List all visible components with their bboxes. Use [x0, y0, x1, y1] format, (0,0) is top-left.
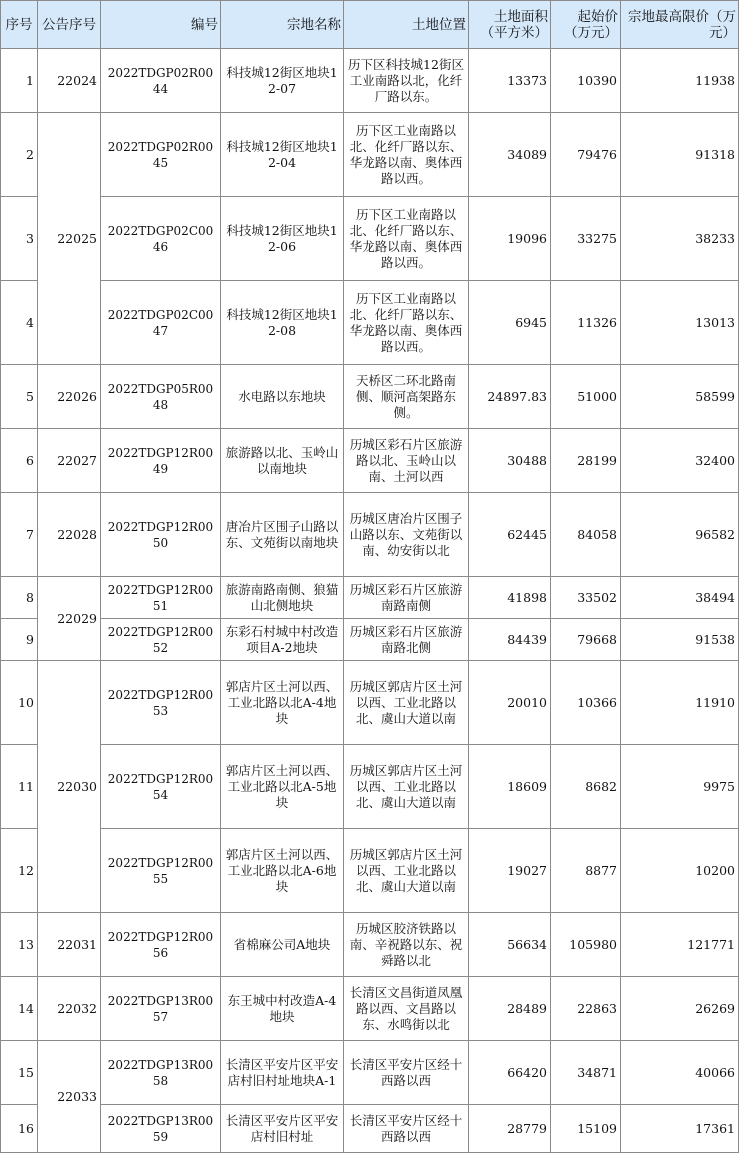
start-price-cell: 8682	[551, 745, 621, 829]
area-cell: 13373	[469, 49, 551, 113]
location-cell: 长清区平安片区经十西路以西	[344, 1041, 469, 1105]
start-price-cell: 34871	[551, 1041, 621, 1105]
max-price-cell: 58599	[621, 365, 739, 429]
notice-cell: 22029	[38, 577, 101, 661]
seq-cell: 2	[1, 113, 38, 197]
code-cell: 2022TDGP12R0051	[101, 577, 221, 619]
start-price-cell: 79668	[551, 619, 621, 661]
notice-cell: 22026	[38, 365, 101, 429]
table-row	[1, 365, 739, 429]
notice-cell: 22030	[38, 661, 101, 913]
max-price-cell: 96582	[621, 493, 739, 577]
name-cell: 东彩石村城中村改造项目A-2地块	[221, 619, 344, 661]
seq-cell: 3	[1, 197, 38, 281]
max-price-cell: 91538	[621, 619, 739, 661]
location-cell: 天桥区二环北路南侧、顺河高架路东侧。	[344, 365, 469, 429]
notice-cell: 22027	[38, 429, 101, 493]
start-price-cell: 22863	[551, 977, 621, 1041]
start-price-cell: 51000	[551, 365, 621, 429]
header-code: 编号	[101, 1, 221, 49]
location-cell: 历下区工业南路以北、化纤厂路以东、华龙路以南、奥体西路以西。	[344, 281, 469, 365]
table-row	[1, 745, 739, 829]
area-cell: 19096	[469, 197, 551, 281]
name-cell: 水电路以东地块	[221, 365, 344, 429]
code-cell: 2022TDGP13R0058	[101, 1041, 221, 1105]
name-cell: 唐冶片区围子山路以东、文苑街以南地块	[221, 493, 344, 577]
max-price-cell: 38233	[621, 197, 739, 281]
area-cell: 18609	[469, 745, 551, 829]
max-price-cell: 13013	[621, 281, 739, 365]
area-cell: 34089	[469, 113, 551, 197]
notice-cell: 22033	[38, 1041, 101, 1153]
max-price-cell: 40066	[621, 1041, 739, 1105]
area-cell: 28779	[469, 1105, 551, 1153]
start-price-cell: 84058	[551, 493, 621, 577]
header-location: 土地位置	[344, 1, 469, 49]
seq-cell: 5	[1, 365, 38, 429]
table-row	[1, 661, 739, 745]
table-row	[1, 197, 739, 281]
code-cell: 2022TDGP12R0050	[101, 493, 221, 577]
area-cell: 56634	[469, 913, 551, 977]
location-cell: 长清区平安片区经十西路以西	[344, 1105, 469, 1153]
seq-cell: 15	[1, 1041, 38, 1105]
name-cell: 科技城12街区地块12-06	[221, 197, 344, 281]
max-price-cell: 121771	[621, 913, 739, 977]
header-row	[1, 1, 739, 49]
table-row	[1, 1105, 739, 1153]
name-cell: 郭店片区土河以西、工业北路以北A-5地块	[221, 745, 344, 829]
code-cell: 2022TDGP12R0052	[101, 619, 221, 661]
location-cell: 历城区彩石片区旅游南路北侧	[344, 619, 469, 661]
code-cell: 2022TDGP12R0053	[101, 661, 221, 745]
start-price-cell: 79476	[551, 113, 621, 197]
seq-cell: 1	[1, 49, 38, 113]
seq-cell: 11	[1, 745, 38, 829]
code-cell: 2022TDGP12R0054	[101, 745, 221, 829]
header-notice: 公告序号	[38, 1, 101, 49]
table-row	[1, 829, 739, 913]
location-cell: 历下区工业南路以北、化纤厂路以东、华龙路以南、奥体西路以西。	[344, 113, 469, 197]
seq-cell: 6	[1, 429, 38, 493]
seq-cell: 13	[1, 913, 38, 977]
seq-cell: 4	[1, 281, 38, 365]
area-cell: 62445	[469, 493, 551, 577]
code-cell: 2022TDGP13R0059	[101, 1105, 221, 1153]
max-price-cell: 10200	[621, 829, 739, 913]
code-cell: 2022TDGP02C0047	[101, 281, 221, 365]
area-cell: 84439	[469, 619, 551, 661]
area-cell: 19027	[469, 829, 551, 913]
max-price-cell: 26269	[621, 977, 739, 1041]
notice-cell: 22028	[38, 493, 101, 577]
table-row	[1, 429, 739, 493]
code-cell: 2022TDGP02R0044	[101, 49, 221, 113]
location-cell: 历下区工业南路以北、化纤厂路以东、华龙路以南、奥体西路以西。	[344, 197, 469, 281]
name-cell: 科技城12街区地块12-04	[221, 113, 344, 197]
max-price-cell: 17361	[621, 1105, 739, 1153]
area-cell: 28489	[469, 977, 551, 1041]
table-row	[1, 577, 739, 619]
name-cell: 科技城12街区地块12-07	[221, 49, 344, 113]
header-seq: 序号	[1, 1, 38, 49]
max-price-cell: 9975	[621, 745, 739, 829]
location-cell: 历城区胶济铁路以南、辛祝路以东、祝舜路以北	[344, 913, 469, 977]
seq-cell: 14	[1, 977, 38, 1041]
location-cell: 历下区科技城12街区工业南路以北，化纤厂路以东。	[344, 49, 469, 113]
start-price-cell: 33275	[551, 197, 621, 281]
location-cell: 历城区彩石片区旅游南路南侧	[344, 577, 469, 619]
code-cell: 2022TDGP13R0057	[101, 977, 221, 1041]
seq-cell: 9	[1, 619, 38, 661]
location-cell: 历城区郭店片区土河以西、工业北路以北、虞山大道以南	[344, 661, 469, 745]
table-row	[1, 493, 739, 577]
name-cell: 旅游南路南侧、狼猫山北侧地块	[221, 577, 344, 619]
name-cell: 省棉麻公司A地块	[221, 913, 344, 977]
area-cell: 66420	[469, 1041, 551, 1105]
header-start-price: 起始价（万元）	[551, 1, 621, 49]
notice-cell: 22031	[38, 913, 101, 977]
location-cell: 历城区唐冶片区围子山路以东、文苑街以南、幼安街以北	[344, 493, 469, 577]
code-cell: 2022TDGP05R0048	[101, 365, 221, 429]
start-price-cell: 8877	[551, 829, 621, 913]
max-price-cell: 11938	[621, 49, 739, 113]
code-cell: 2022TDGP02C0046	[101, 197, 221, 281]
seq-cell: 16	[1, 1105, 38, 1153]
area-cell: 6945	[469, 281, 551, 365]
table-row	[1, 49, 739, 113]
seq-cell: 8	[1, 577, 38, 619]
header-area: 土地面积（平方米）	[469, 1, 551, 49]
name-cell: 长清区平安片区平安店村旧村址	[221, 1105, 344, 1153]
seq-cell: 10	[1, 661, 38, 745]
code-cell: 2022TDGP12R0055	[101, 829, 221, 913]
notice-cell: 22032	[38, 977, 101, 1041]
name-cell: 郭店片区土河以西、工业北路以北A-6地块	[221, 829, 344, 913]
table-row	[1, 619, 739, 661]
area-cell: 30488	[469, 429, 551, 493]
seq-cell: 12	[1, 829, 38, 913]
area-cell: 41898	[469, 577, 551, 619]
table-row	[1, 113, 739, 197]
area-cell: 20010	[469, 661, 551, 745]
table-row	[1, 1041, 739, 1105]
start-price-cell: 105980	[551, 913, 621, 977]
start-price-cell: 10390	[551, 49, 621, 113]
name-cell: 郭店片区土河以西、工业北路以北A-4地块	[221, 661, 344, 745]
location-cell: 历城区郭店片区土河以西、工业北路以北、虞山大道以南	[344, 745, 469, 829]
code-cell: 2022TDGP12R0056	[101, 913, 221, 977]
start-price-cell: 33502	[551, 577, 621, 619]
name-cell: 科技城12街区地块12-08	[221, 281, 344, 365]
name-cell: 长清区平安片区平安店村旧村址地块A-1	[221, 1041, 344, 1105]
table-row	[1, 913, 739, 977]
max-price-cell: 38494	[621, 577, 739, 619]
start-price-cell: 10366	[551, 661, 621, 745]
max-price-cell: 91318	[621, 113, 739, 197]
notice-cell: 22024	[38, 49, 101, 113]
location-cell: 历城区彩石片区旅游路以北、玉岭山以南、土河以西	[344, 429, 469, 493]
area-cell: 24897.83	[469, 365, 551, 429]
location-cell: 长清区文昌街道凤凰路以西、文昌路以东、水鸣街以北	[344, 977, 469, 1041]
start-price-cell: 11326	[551, 281, 621, 365]
location-cell: 历城区郭店片区土河以西、工业北路以北、虞山大道以南	[344, 829, 469, 913]
header-max-price: 宗地最高限价（万元）	[621, 1, 739, 49]
table-row	[1, 977, 739, 1041]
code-cell: 2022TDGP12R0049	[101, 429, 221, 493]
table-row	[1, 281, 739, 365]
name-cell: 旅游路以北、玉岭山以南地块	[221, 429, 344, 493]
start-price-cell: 15109	[551, 1105, 621, 1153]
code-cell: 2022TDGP02R0045	[101, 113, 221, 197]
max-price-cell: 32400	[621, 429, 739, 493]
notice-cell: 22025	[38, 113, 101, 365]
name-cell: 东王城中村改造A-4地块	[221, 977, 344, 1041]
max-price-cell: 11910	[621, 661, 739, 745]
seq-cell: 7	[1, 493, 38, 577]
header-name: 宗地名称	[221, 1, 344, 49]
start-price-cell: 28199	[551, 429, 621, 493]
